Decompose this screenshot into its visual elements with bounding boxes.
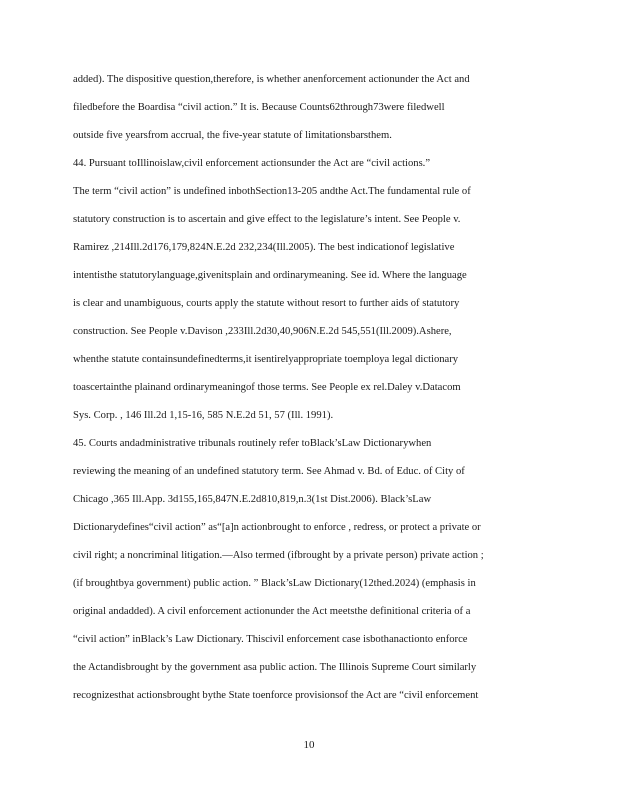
text-line: whenthe statute containsundefinedterms,it isentirelyappropriate toemploya legal dictionary [73,354,459,365]
text-line: filedbefore the Boardisa “civil action.” It is. Because Counts62through73were filedwell [73,102,445,113]
text-line: statutory construction is to ascertain and give effect to the legislature’s intent. See People v. [73,214,461,225]
text-line: outside five yearsfrom accrual, the five-year statute of limitationsbarsthem. [73,130,392,141]
text-line: Chicago ,365 Ill.App. 3d155,165,847N.E.2d810,819,n.3(1st Dist.2006). Black’sLaw [73,494,432,505]
text-line: civil right; a noncriminal litigation.—Also termed (ifbrought by a private person) private action ; [73,550,484,561]
text-line: original andadded). A civil enforcement actionunder the Act meetsthe definitional criteria of a [73,606,471,617]
text-line: 44. Pursuant toIllinoislaw,civil enforcement actionsunder the Act are “civil actions.” [73,158,431,169]
text-line: Dictionarydefines“civil action” as“[a]n actionbrought to enforce , redress, or protect a private or [73,522,481,533]
text-line: construction. See People v.Davison ,233Ill.2d30,40,906N.E.2d 545,551(Ill.2009).Ashere, [73,326,452,337]
text-line: (if broughtbya government) public action. ” Black’sLaw Dictionary(12thed.2024) (emphasis in [73,578,476,589]
text-line: 45. Courts andadministrative tribunals routinely refer toBlack’sLaw Dictionarywhen [73,438,432,449]
text-line: added). The dispositive question,therefore, is whether anenforcement actionunder the Act and [73,74,470,85]
text-line: intentisthe statutorylanguage,givenitsplain and ordinarymeaning. See id. Where the language [73,270,467,281]
page-number: 10 [303,739,315,751]
text-line: The term “civil action” is undefined inbothSection13-205 andthe Act.The fundamental rule of [73,186,471,197]
text-line: “civil action” inBlack’s Law Dictionary. Thiscivil enforcement case isbothanactionto enforce [73,634,468,645]
text-line: Sys. Corp. , 146 Ill.2d 1,15-16, 585 N.E.2d 51, 57 (Ill. 1991). [73,410,334,421]
text-line: recognizesthat actionsbrought bythe State toenforce provisionsof the Act are “civil enforcement [73,690,479,701]
text-line: the Actandisbrought by the government asa public action. The Illinois Supreme Court similarly [73,662,477,673]
text-line: reviewing the meaning of an undefined statutory term. See Ahmad v. Bd. of Educ. of City of [73,466,465,477]
text-line: is clear and unambiguous, courts apply the statute without resort to further aids of statutory [73,298,460,309]
text-line: toascertainthe plainand ordinarymeaningof those terms. See People ex rel.Daley v.Datacom [73,382,461,393]
text-line: Ramirez ,214Ill.2d176,179,824N.E.2d 232,234(Ill.2005). The best indicationof legislative [73,242,455,253]
